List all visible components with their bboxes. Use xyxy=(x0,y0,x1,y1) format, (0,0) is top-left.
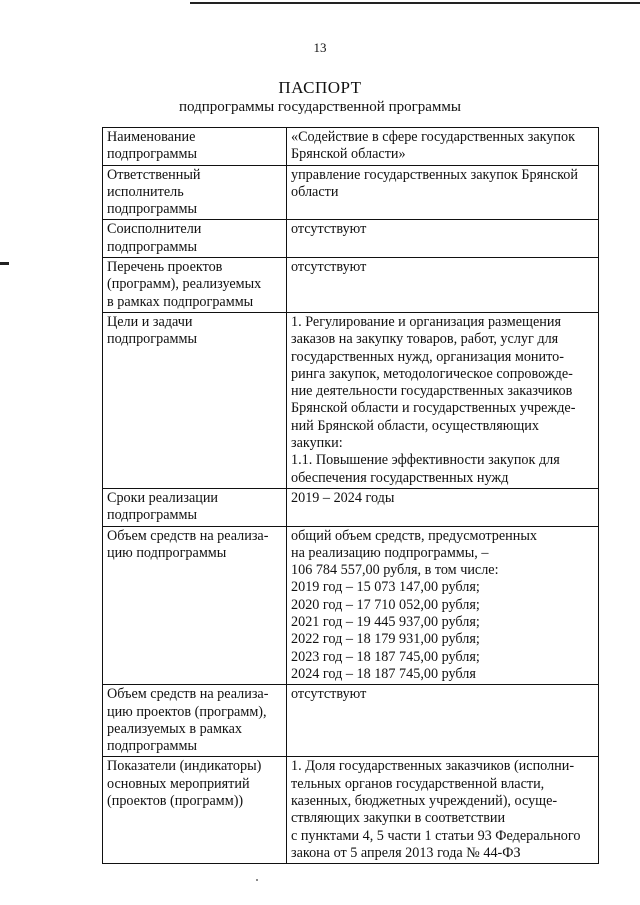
page-number: 13 xyxy=(313,40,327,55)
row-label-line: Цели и задачи xyxy=(107,313,193,330)
row-value-cell xyxy=(287,488,599,526)
row-value-line: 1. Доля государственных заказчиков (исполни- xyxy=(291,758,575,775)
row-value-line: 2022 год – 18 179 931,00 рубля; xyxy=(291,631,480,648)
row-value-line: 2020 год – 17 710 052,00 рубля; xyxy=(291,596,480,613)
row-value-cell xyxy=(287,220,599,258)
row-value-line: с пунктами 4, 5 части 1 статьи 93 Федерального xyxy=(291,827,581,844)
row-value-line: тельных органов государственной власти, xyxy=(291,775,545,792)
table-row xyxy=(103,757,599,864)
row-label-line: (программ), реализуемых xyxy=(107,276,262,293)
row-value-line: ний Брянской области, осуществляющих xyxy=(291,417,539,434)
row-label-line: подпрограммы xyxy=(107,238,197,255)
row-label-line: подпрограммы xyxy=(107,738,197,755)
row-value-line: заказов на закупку товаров, работ, услуг для xyxy=(291,331,559,348)
row-label-line: Объем средств на реализа- xyxy=(107,686,269,703)
row-label-cell xyxy=(103,685,287,757)
row-value-line: управление государственных закупок Брянской xyxy=(291,166,578,183)
row-label-cell xyxy=(103,488,287,526)
row-label-line: Соисполнители xyxy=(107,221,202,238)
row-label-line: подпрограммы xyxy=(107,507,197,524)
row-value-line: Брянской области» xyxy=(291,146,406,163)
row-value-line: ринга закупок, методологическое сопровожде- xyxy=(291,365,573,382)
row-label-line: подпрограммы xyxy=(107,146,197,163)
table-row xyxy=(103,526,599,685)
table-row xyxy=(103,128,599,166)
row-value-cell xyxy=(287,165,599,220)
table-row xyxy=(103,165,599,220)
document-subtitle: подпрограммы государственной программы xyxy=(179,99,461,115)
row-value-line: общий объем средств, предусмотренных xyxy=(291,527,537,544)
table-row xyxy=(103,488,599,526)
row-value-line: 1.1. Повышение эффективности закупок для xyxy=(291,452,560,469)
row-label-line: основных мероприятий xyxy=(107,775,250,792)
row-label-line: Сроки реализации xyxy=(107,489,219,506)
scan-artifact-left-mark xyxy=(0,262,9,265)
row-value-line: Брянской области и государственных учрежде- xyxy=(291,400,576,417)
table-row xyxy=(103,220,599,258)
row-value-line: «Содействие в сфере государственных закупок xyxy=(291,129,575,145)
row-value-line: казенных, бюджетных учреждений), осуще- xyxy=(291,792,558,809)
row-label-line: в рамках подпрограммы xyxy=(107,293,254,310)
row-value-line: ние деятельности государственных заказчиков xyxy=(291,383,573,400)
row-label-line: исполнитель xyxy=(107,183,184,200)
row-value-line: 2024 год – 18 187 745,00 рубля xyxy=(291,665,476,682)
row-label-line: реализуемых в рамках xyxy=(107,720,243,737)
row-value-line: закупки: xyxy=(291,435,343,452)
row-value-line: 2019 – 2024 годы xyxy=(291,489,395,506)
row-value-line: 2023 год – 18 187 745,00 рубля; xyxy=(291,648,480,665)
row-value-line: отсутствуют xyxy=(291,221,367,238)
row-value-line: обеспечения государственных нужд xyxy=(291,469,509,486)
table-row xyxy=(103,685,599,757)
row-value-line: 106 784 557,00 рубля, в том числе: xyxy=(291,562,499,579)
row-label-cell xyxy=(103,258,287,313)
row-label-cell xyxy=(103,312,287,488)
scan-artifact-dot xyxy=(256,879,258,881)
row-value-cell xyxy=(287,685,599,757)
row-value-cell xyxy=(287,312,599,488)
row-label-line: подпрограммы xyxy=(107,331,197,348)
row-label-cell xyxy=(103,128,287,166)
row-label-line: Ответственный xyxy=(107,166,201,183)
row-label-line: цию подпрограммы xyxy=(107,544,227,561)
row-label-line: Наименование xyxy=(107,129,196,145)
row-value-cell xyxy=(287,757,599,864)
row-value-cell xyxy=(287,128,599,166)
table-row xyxy=(103,312,599,488)
row-label-line: Объем средств на реализа- xyxy=(107,527,269,544)
row-label-cell xyxy=(103,165,287,220)
document-title: ПАСПОРТ xyxy=(278,78,362,97)
row-value-line: 2019 год – 15 073 147,00 рубля; xyxy=(291,579,480,596)
row-label-cell xyxy=(103,220,287,258)
row-label-cell xyxy=(103,526,287,685)
passport-table xyxy=(102,127,599,864)
row-value-line: на реализацию подпрограммы, – xyxy=(291,544,489,561)
row-value-line: области xyxy=(291,183,339,200)
row-value-cell xyxy=(287,526,599,685)
row-label-line: подпрограммы xyxy=(107,201,197,218)
row-label-line: Показатели (индикаторы) xyxy=(107,758,262,775)
row-value-line: отсутствуют xyxy=(291,259,367,276)
row-value-cell xyxy=(287,258,599,313)
row-value-line: 1. Регулирование и организация размещения xyxy=(291,313,561,330)
row-label-line: цию проектов (программ), xyxy=(107,703,267,720)
row-value-line: 2021 год – 19 445 937,00 рубля; xyxy=(291,614,480,631)
row-value-line: ствляющих закупки в соответствии xyxy=(291,810,506,827)
row-label-line: (проектов (программ)) xyxy=(107,792,244,809)
row-value-line: отсутствуют xyxy=(291,686,367,703)
row-label-cell xyxy=(103,757,287,864)
scan-artifact-top-line xyxy=(190,2,640,4)
row-value-line: государственных нужд, организация монито- xyxy=(291,348,564,365)
row-label-line: Перечень проектов xyxy=(107,259,223,276)
row-value-line: закона от 5 апреля 2013 года № 44-ФЗ xyxy=(291,844,521,861)
passport-table-body xyxy=(103,128,599,864)
table-row xyxy=(103,258,599,313)
